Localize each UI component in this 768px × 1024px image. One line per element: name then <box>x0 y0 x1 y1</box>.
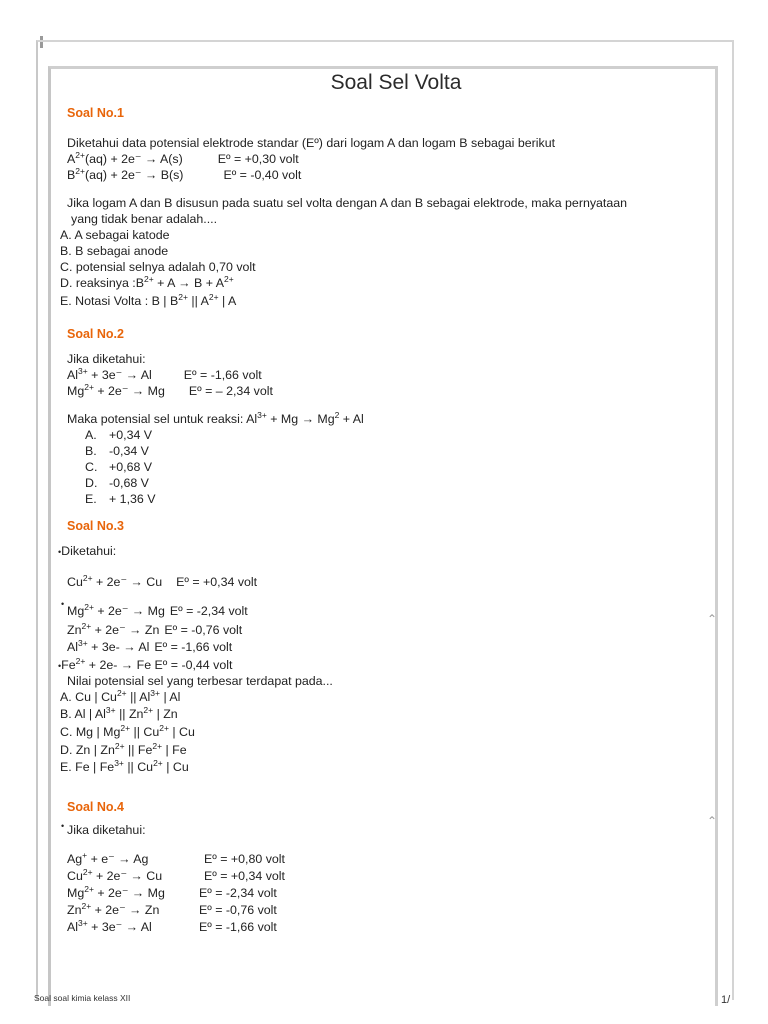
q3-reaction-5: $•Fe^{2+} + 2e- \to Fe$ Eº = -0,44 volt <box>58 656 233 672</box>
q4-reaction: $Cu^{2+} + 2e^- \to Cu$ Eº = +0,34 volt <box>67 867 285 883</box>
q3-reaction-2: $Mg^{2+} + 2e^- \to Mg$ Eº = -2,34 volt <box>67 602 248 618</box>
bullet-icon: • <box>61 821 65 831</box>
question-1-heading: Soal No.1 <box>67 106 124 120</box>
q3-options <box>58 689 708 776</box>
q1-options <box>58 227 708 309</box>
q3-reaction-4: $Al^{3+} + 3e- \to Al$ Eº = -1,66 volt <box>67 638 233 654</box>
q2-option: E. + 1,36 V <box>85 492 156 506</box>
q3-question: Nilai potensial sel yang terbesar terdapat pada... <box>67 674 333 688</box>
question-2-body <box>58 351 708 427</box>
q3-option-c: C. Mg | $Mg^{2+}$ || $Cu^{2+}$ | Cu <box>60 723 195 739</box>
page-title: Soal Sel Volta <box>330 71 462 94</box>
q4-reaction: $Zn^{2+} + 2e^- \to Zn$ Eº = -0,76 volt <box>67 901 277 917</box>
q3-intro: •Diketahui: <box>58 544 117 558</box>
document-content <box>58 66 708 936</box>
q4-reactions <box>58 851 708 936</box>
q1-intro: Diketahui data potensial elektrode standar (Eº) dari logam A dan logam B sebagai berikut <box>67 136 556 150</box>
q4-intro: Jika diketahui: <box>67 823 146 837</box>
q4-reaction: $Al^{3+} + 3e^- \to Al$ Eº = -1,66 volt <box>67 918 277 934</box>
q1-option-b: B. B sebagai anode <box>60 244 169 258</box>
q2-reaction-1: $Al^{3+} + 3e^- \to Al$ Eº = -1,66 volt <box>67 366 262 382</box>
q3-option-b: B. Al | $Al^{3+}$ || $Zn^{2+}$ | Zn <box>60 705 178 721</box>
q2-options <box>58 427 708 507</box>
q2-option: D. -0,68 V <box>85 476 149 490</box>
question-1-body <box>58 135 708 227</box>
q1-option-e: E. Notasi Volta : B | $B^{2+}$ || $A^{2+}$ | A <box>60 292 237 308</box>
footer-page-number: 1/ <box>721 994 731 1006</box>
q3-reaction-3: $Zn^{2+} + 2e^- \to Zn$ Eº = -0,76 volt <box>67 621 243 637</box>
scroll-up-caret-icon-2[interactable]: ⌃ <box>707 814 718 828</box>
q1-reaction-2: $B^{2+}(aq) + 2e^- \to B(s)$ Eº = -0,40 volt <box>67 166 302 182</box>
q4-reaction: Ag+ + e⁻ → Ag Eº = +0,80 volt <box>67 850 285 866</box>
q3-option-d: D. Zn | $Zn^{2+}$ || $Fe^{2+}$ | Fe <box>60 741 187 757</box>
bullet-icon: • <box>58 547 62 557</box>
q4-reaction: $Mg^{2+} + 2e^- \to Mg$ Eº = -2,34 volt <box>67 884 277 900</box>
viewer-top-rail <box>0 0 768 44</box>
bullet-icon: • <box>61 599 65 609</box>
question-4-body <box>58 822 708 936</box>
q3-option-e: E. Fe | $Fe^{3+}$ || $Cu^{2+}$ | Cu <box>60 758 189 774</box>
bullet-icon: • <box>58 661 62 671</box>
q1-reaction-1: $A^{2+}(aq) + 2e^- \to A(s)$ Eº = +0,30 volt <box>67 150 299 166</box>
question-2-heading: Soal No.2 <box>67 327 124 341</box>
question-3-heading: Soal No.3 <box>67 519 124 533</box>
q1-question-line-2: yang tidak benar adalah.... <box>71 212 218 226</box>
q1-option-a: A. A sebagai katode <box>60 228 170 242</box>
q2-option: C. +0,68 V <box>85 460 153 474</box>
question-3-body <box>58 543 708 689</box>
q1-question-line-1: Jika logam A dan B disusun pada suatu sel volta dengan A dan B sebagai elektrode, maka pernyataan <box>67 196 628 210</box>
q1-option-d: D. reaksinya $:B^{2+} + A \to B + A^{2+}$ <box>60 274 234 290</box>
q2-option: A. +0,34 V <box>85 428 153 442</box>
q2-intro: Jika diketahui: <box>67 352 146 366</box>
q3-option-a: A. Cu | $Cu^{2+}$ || $Al^{3+}$ | Al <box>60 688 181 704</box>
q2-question: Maka potensial sel untuk reaksi: $Al^{3+} + Mg \to Mg^2 + Al$ <box>67 410 364 426</box>
q1-option-c: C. potensial selnya adalah 0,70 volt <box>60 260 256 274</box>
q3-reaction-1: $Cu^{2+} + 2e^- \to Cu$ Eº = +0,34 volt <box>67 573 258 589</box>
q2-reaction-2: $Mg^{2+} + 2e^- \to Mg$ Eº = – 2,34 volt <box>67 382 273 398</box>
question-4-heading: Soal No.4 <box>67 800 124 814</box>
scroll-up-caret-icon[interactable]: ⌃ <box>707 612 718 626</box>
footer-document-name: Soal soal kimia kelass XII <box>34 993 131 1003</box>
q2-option: B. -0,34 V <box>85 444 149 458</box>
